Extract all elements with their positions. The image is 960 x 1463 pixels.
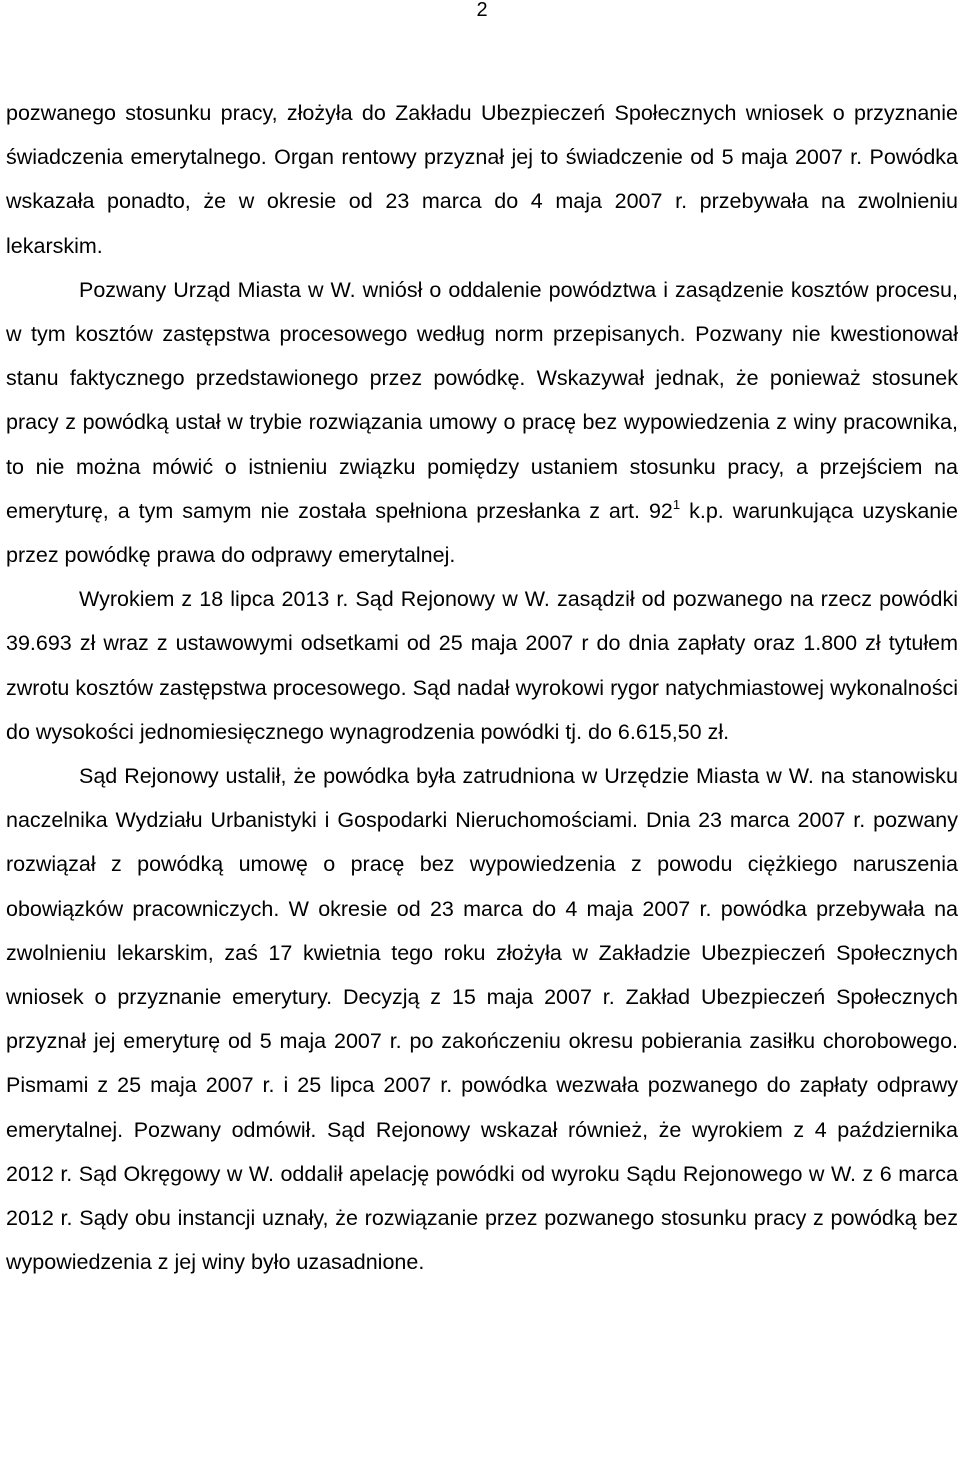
paragraph-findings: Sąd Rejonowy ustalił, że powódka była zatrudniona w Urzędzie Miasta w W. na stanowisku naczelnika Wydziału Urbanistyki i Gospodarki Nieruchomościami. Dnia 23 marca 2007 r. pozwany rozwiązał z powódką umowę o pracę bez wypowiedzenia z powodu ciężkiego naruszenia obowiązków pracowniczych. W okresie od 23 marca do 4 maja 2007 r. powódka przebywała na zwolnieniu lekarskim, zaś 17 kwietnia tego roku złożyła w Zakładzie Ubezpieczeń Społecznych wniosek o przyznanie emerytury. Decyzją z 15 maja 2007 r. Zakład Ubezpieczeń Społecznych przyznał jej emeryturę od 5 maja 2007 r. po zakończeniu okresu pobierania zasiłku chorobowego. Pismami z 25 maja 2007 r. i 25 lipca 2007 r. powódka wezwała pozwanego do zapłaty odprawy emerytalnej. Pozwany odmówił. Sąd Rejonowy wskazał również, że wyrokiem z 4 października 2012 r. Sąd Okręgowy w W. oddalił apelację powódki od wyroku Sądu Rejonowego w W. z 6 marca 2012 r. Sądy obu instancji uznały, że rozwiązanie przez pozwanego stosunku pracy z powódką bez wypowiedzenia z jej winy było uzasadnione. bbox=[6, 764, 958, 1275]
paragraph-judgment: Wyrokiem z 18 lipca 2013 r. Sąd Rejonowy w W. zasądził od pozwanego na rzecz powódki 39.693 zł wraz z ustawowymi odsetkami od 25 maja 2007 r do dnia zapłaty oraz 1.800 zł tytułem zwrotu kosztów zastępstwa procesowego. Sąd nadał wyrokowi rygor natychmiastowej wykonalności do wysokości jednomiesięcznego wynagrodzenia powódki tj. do 6.615,50 zł. bbox=[6, 587, 958, 744]
page-number: 2 bbox=[476, 0, 488, 21]
paragraph-defendant-text: Pozwany Urząd Miasta w W. wniósł o oddalenie powództwa i zasądzenie kosztów procesu, w tym kosztów zastępstwa procesowego według norm przepisanych. Pozwany nie kwestionował stanu faktycznego przedstawionego przez powódkę. Wskazywał jednak, że ponieważ stosunek pracy z powódką ustał w trybie rozwiązania umowy o pracę bez wypowiedzenia z winy pracownika, to nie można mówić o istnieniu związku pomiędzy ustaniem stosunku pracy, a przejściem na emeryturę, a tym samym nie została spełniona przesłanka z art. 92 bbox=[6, 277, 958, 523]
paragraph-defendant-text-end: k.p. warunkująca uzyskanie przez powódkę prawa do odprawy emerytalnej. bbox=[6, 498, 959, 568]
paragraph-continuation: pozwanego stosunku pracy, złożyła do Zakładu Ubezpieczeń Społecznych wniosek o przyznanie świadczenia emerytalnego. Organ rentowy przyznał jej to świadczenie od 5 maja 2007 r. Powódka wskazała ponadto, że w okresie od 23 marca do 4 maja 2007 r. przebywała na zwolnieniu lekarskim. bbox=[6, 101, 958, 258]
paragraph-defendant-response bbox=[6, 268, 958, 577]
article-superscript: 1 bbox=[672, 496, 681, 512]
document-body bbox=[6, 91, 958, 1284]
